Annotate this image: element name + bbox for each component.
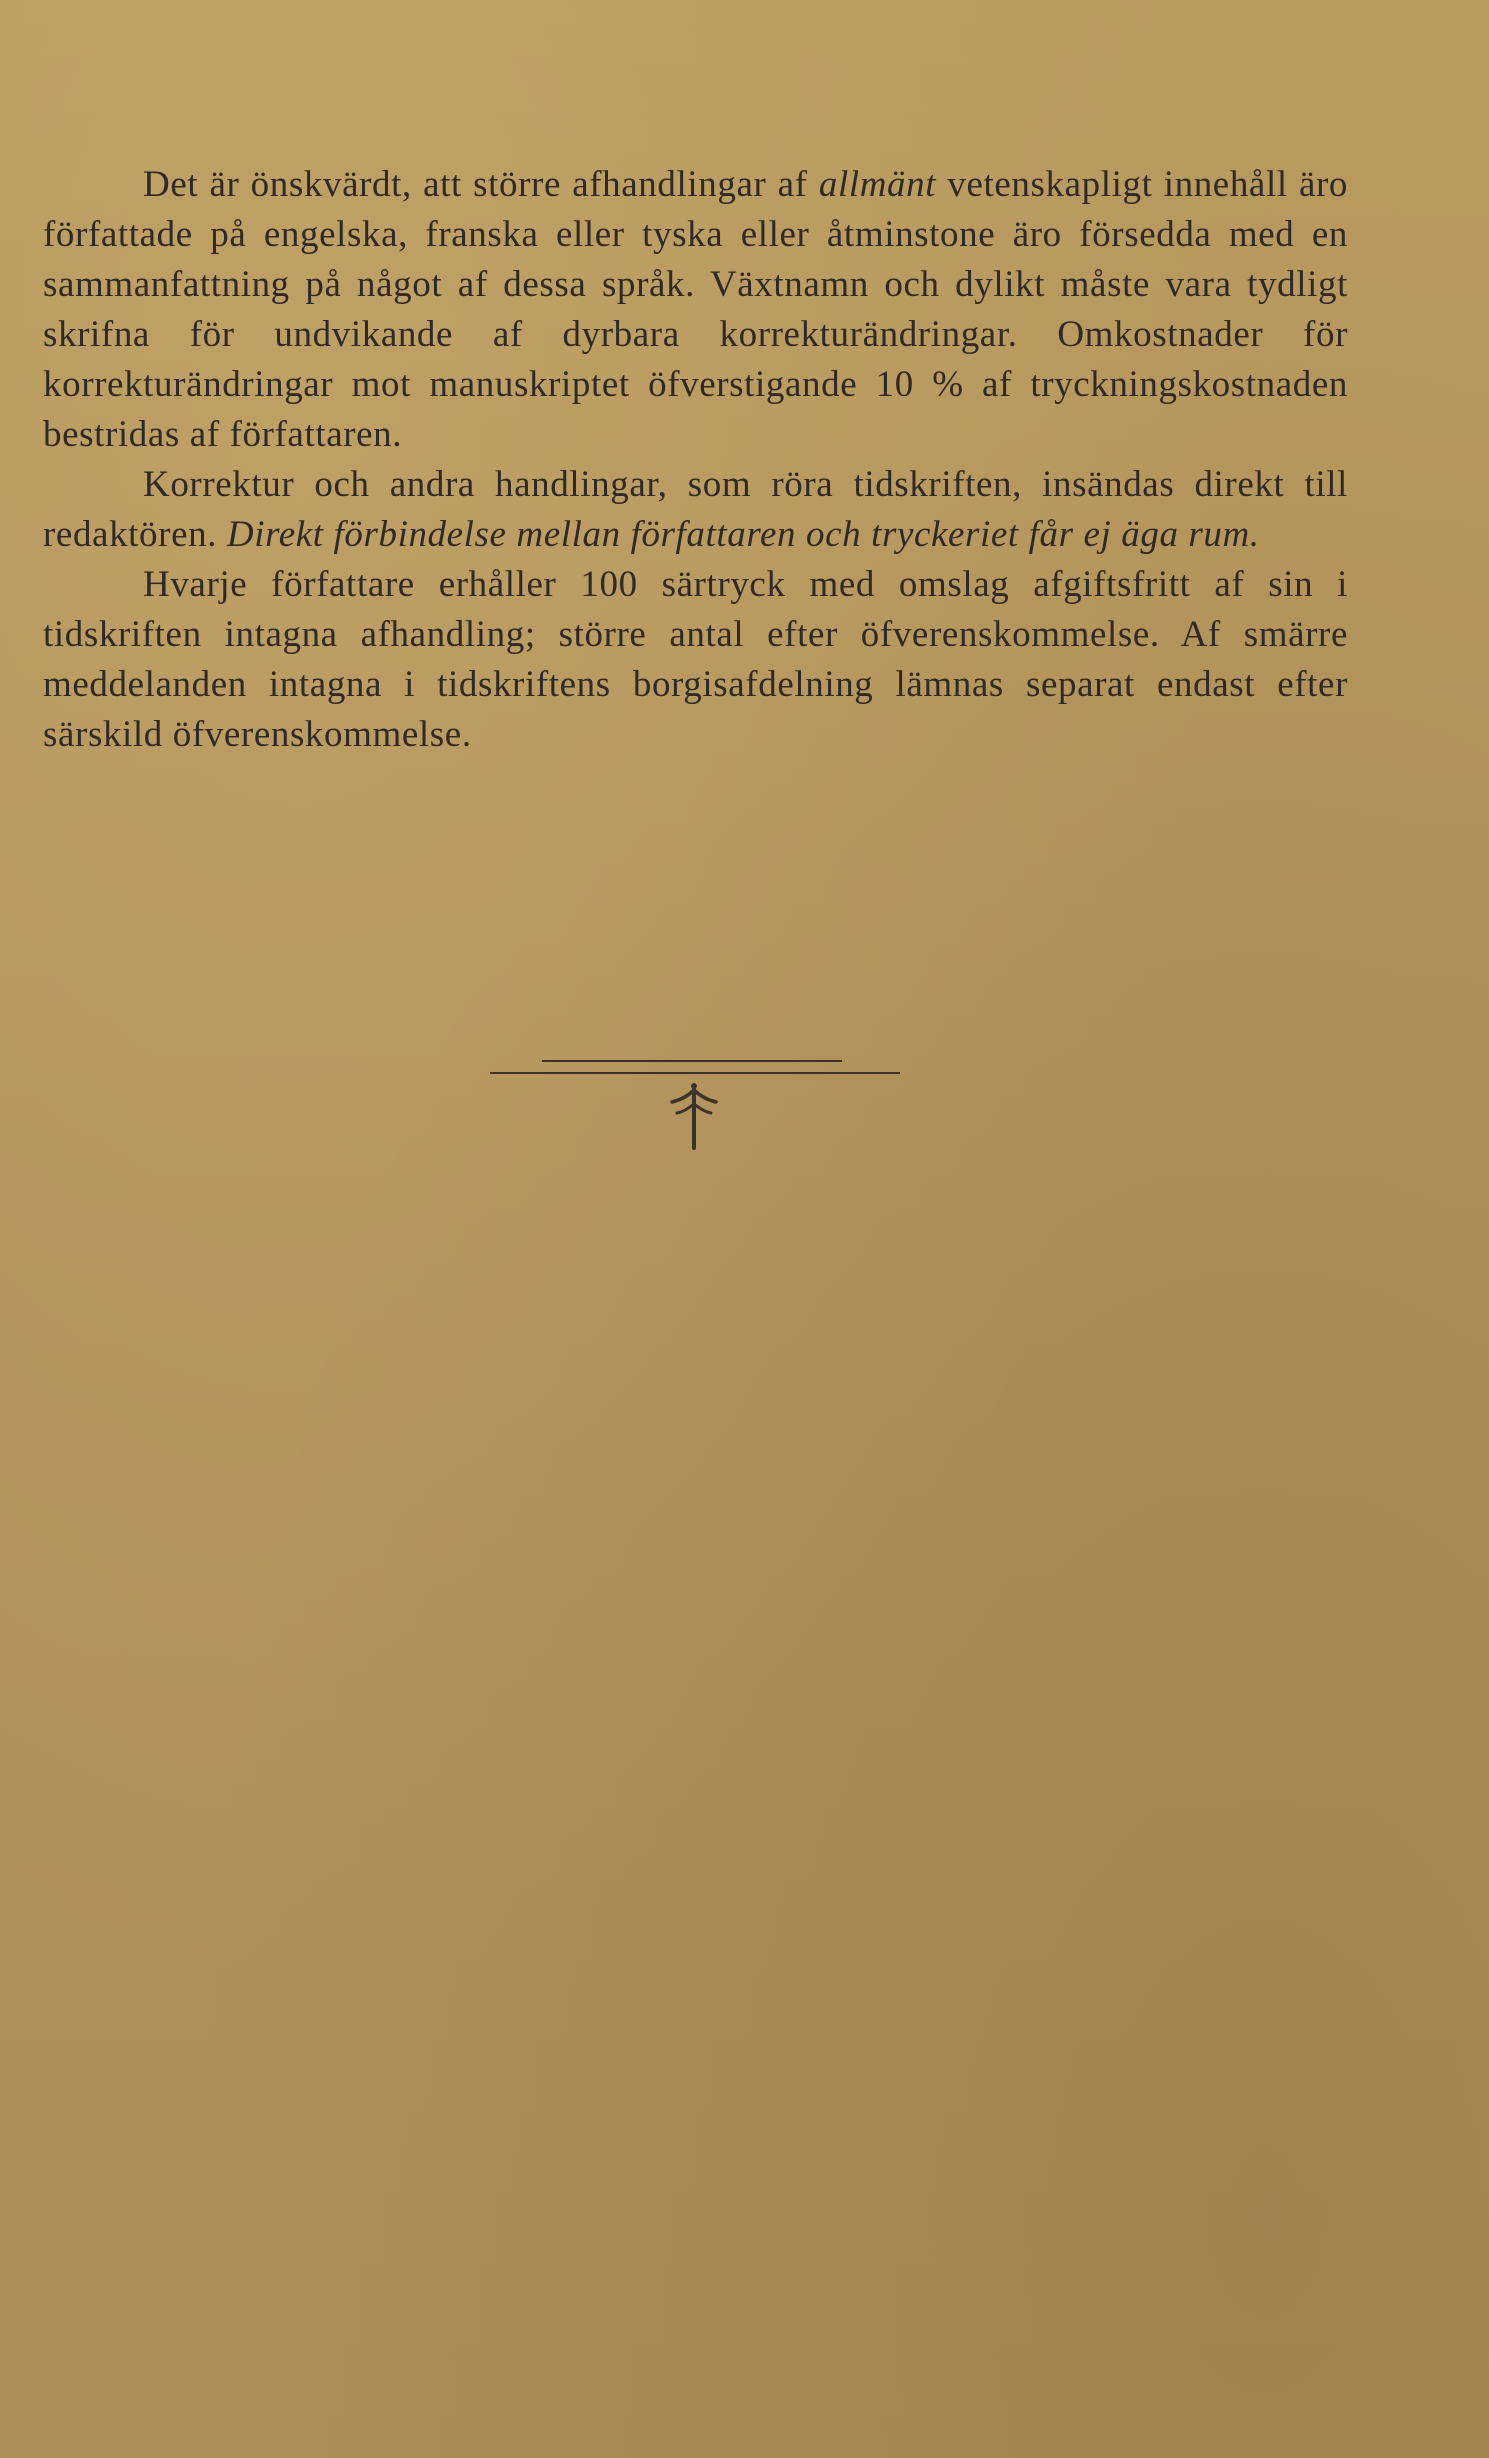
- paragraph-1-text-continued: vetenskapligt innehåll äro författade på engelska, franska eller tyska eller åtminstone äro försedda med en sammanfattning på något af dessa språk. Växtnamn och dylikt måste vara tydligt skrifna för undvikande af dyrbara korrekturändringar. Omkostnader för korrekturändringar mot manuskriptet öfverstigande 10 % af tryckningskostnaden bestridas af författaren.: [43, 164, 1348, 455]
- ornament-rule-bottom: [490, 1072, 900, 1074]
- paragraph-2-text: Korrektur och andra handlingar, som röra tidskriften, insändas direkt till redaktören.: [43, 464, 1348, 555]
- fleuron-arrow-icon: [666, 1082, 722, 1152]
- paragraph-offprints: [43, 560, 1348, 760]
- paragraph-3-text: Hvarje författare erhåller 100 särtryck med omslag afgiftsfritt af sin i tidskriften intagna afhandling; större antal efter öfverenskommelse. Af smärre meddelanden intagna i tidskriftens borgisafdelning lämnas separat endast efter särskild öfverenskommelse.: [43, 564, 1348, 755]
- paragraph-language-requirements: [43, 160, 1348, 460]
- paragraph-1-italic: allmänt: [818, 164, 937, 205]
- ornament-rule-top: [542, 1060, 842, 1062]
- paragraph-proofs: [43, 460, 1348, 560]
- paragraph-2-italic: Direkt förbindelse mellan författaren och tryckeriet får ej äga rum.: [226, 514, 1260, 555]
- notice-text-block: [43, 160, 1348, 760]
- end-ornament: [490, 1060, 900, 1160]
- paragraph-1-text: Det är önskvärdt, att större afhandlingar af: [143, 164, 819, 205]
